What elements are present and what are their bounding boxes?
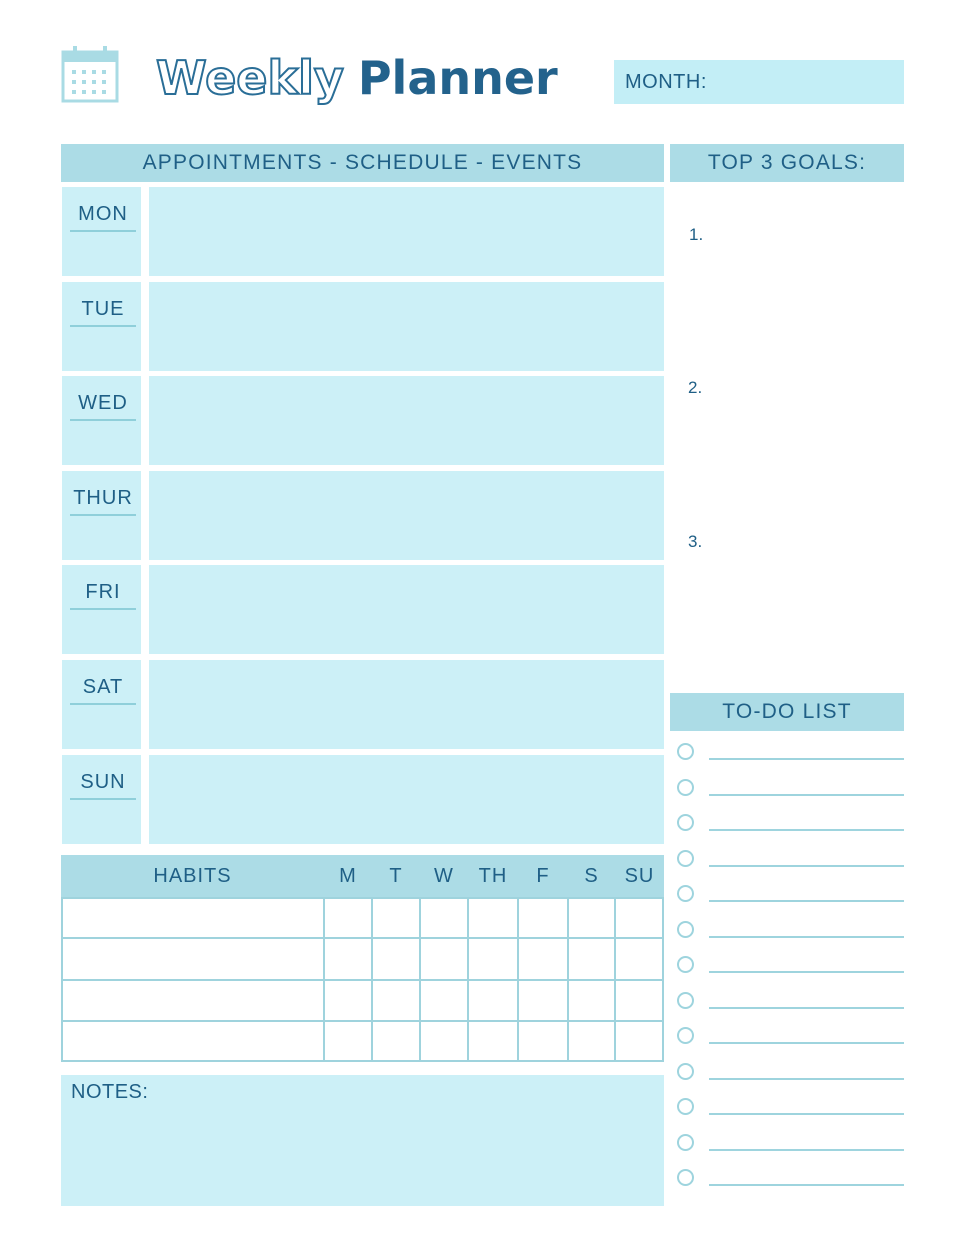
habit-check-cell[interactable] bbox=[469, 939, 517, 978]
todo-line[interactable] bbox=[709, 1184, 904, 1186]
habit-check-cell[interactable] bbox=[421, 939, 467, 978]
todo-heading-text: TO-DO LIST bbox=[722, 700, 852, 723]
habit-check-cell[interactable] bbox=[469, 898, 517, 937]
todo-line[interactable] bbox=[709, 1007, 904, 1009]
day-entry-wed[interactable] bbox=[149, 376, 664, 465]
habit-check-cell[interactable] bbox=[569, 898, 614, 937]
todo-line[interactable] bbox=[709, 1042, 904, 1044]
habit-check-cell[interactable] bbox=[569, 939, 614, 978]
todo-checkbox[interactable] bbox=[677, 1027, 694, 1044]
todo-line[interactable] bbox=[709, 936, 904, 938]
month-field[interactable] bbox=[614, 60, 904, 104]
goal-3-field[interactable] bbox=[710, 508, 900, 658]
day-entry-mon[interactable] bbox=[149, 187, 664, 276]
goals-heading-text: TOP 3 GOALS: bbox=[707, 151, 867, 174]
notes-label: NOTES: bbox=[71, 1081, 149, 1103]
day-label-cell-mon bbox=[62, 187, 141, 276]
habit-check-cell[interactable] bbox=[469, 981, 517, 1020]
day-label-mon: MON bbox=[70, 203, 136, 232]
habit-day-s: S bbox=[584, 864, 599, 887]
day-label-sun: SUN bbox=[70, 771, 136, 800]
day-label-wed: WED bbox=[70, 392, 136, 421]
todo-checkbox[interactable] bbox=[677, 956, 694, 973]
todo-checkbox[interactable] bbox=[677, 992, 694, 1009]
todo-checkbox[interactable] bbox=[677, 1169, 694, 1186]
todo-line[interactable] bbox=[709, 1149, 904, 1151]
habit-check-cell[interactable] bbox=[421, 898, 467, 937]
todo-line[interactable] bbox=[709, 1078, 904, 1080]
todo-heading bbox=[670, 693, 904, 731]
todo-checkbox[interactable] bbox=[677, 921, 694, 938]
todo-checkbox[interactable] bbox=[677, 1098, 694, 1115]
habit-check-cell[interactable] bbox=[519, 1022, 567, 1061]
habit-check-cell[interactable] bbox=[616, 898, 663, 937]
day-label-tue: TUE bbox=[70, 298, 136, 327]
schedule-heading bbox=[61, 144, 664, 182]
todo-checkbox[interactable] bbox=[677, 814, 694, 831]
habit-check-cell[interactable] bbox=[325, 898, 371, 937]
goals-heading bbox=[670, 144, 904, 182]
notes-area[interactable] bbox=[61, 1075, 664, 1206]
habit-day-su: SU bbox=[624, 864, 655, 887]
goal-2-field[interactable] bbox=[710, 355, 900, 505]
day-entry-tue[interactable] bbox=[149, 282, 664, 371]
goal-1-number: 1. bbox=[689, 225, 704, 244]
page-title bbox=[156, 48, 558, 108]
todo-checkbox[interactable] bbox=[677, 850, 694, 867]
habit-day-th: TH bbox=[478, 864, 508, 887]
todo-line[interactable] bbox=[709, 900, 904, 902]
habit-check-cell[interactable] bbox=[569, 1022, 614, 1061]
title-planner: Planner bbox=[357, 51, 558, 105]
day-label-cell-sun bbox=[62, 755, 141, 844]
habit-check-cell[interactable] bbox=[616, 939, 663, 978]
habit-name-field[interactable] bbox=[63, 939, 323, 978]
todo-checkbox[interactable] bbox=[677, 1063, 694, 1080]
todo-line[interactable] bbox=[709, 794, 904, 796]
day-label-thur: THUR bbox=[70, 487, 136, 516]
todo-checkbox[interactable] bbox=[677, 885, 694, 902]
habit-check-cell[interactable] bbox=[373, 1022, 419, 1061]
day-label-sat: SAT bbox=[70, 676, 136, 705]
habit-check-cell[interactable] bbox=[519, 939, 567, 978]
title-weekly: Weekly bbox=[156, 51, 344, 105]
habit-name-field[interactable] bbox=[63, 1022, 323, 1061]
calendar-icon bbox=[60, 44, 120, 104]
goal-3-number: 3. bbox=[688, 532, 703, 551]
todo-line[interactable] bbox=[709, 1113, 904, 1115]
habit-check-cell[interactable] bbox=[325, 939, 371, 978]
todo-line[interactable] bbox=[709, 758, 904, 760]
habit-check-cell[interactable] bbox=[325, 981, 371, 1020]
habit-check-cell[interactable] bbox=[421, 981, 467, 1020]
habit-check-cell[interactable] bbox=[519, 981, 567, 1020]
habit-day-f: F bbox=[536, 864, 550, 887]
day-entry-fri[interactable] bbox=[149, 565, 664, 654]
day-entry-thur[interactable] bbox=[149, 471, 664, 560]
habit-check-cell[interactable] bbox=[569, 981, 614, 1020]
habit-check-cell[interactable] bbox=[519, 898, 567, 937]
habit-check-cell[interactable] bbox=[373, 939, 419, 978]
habit-check-cell[interactable] bbox=[325, 1022, 371, 1061]
habit-day-t: T bbox=[389, 864, 403, 887]
habits-heading: HABITS bbox=[153, 864, 232, 887]
habit-check-cell[interactable] bbox=[421, 1022, 467, 1061]
habit-check-cell[interactable] bbox=[373, 981, 419, 1020]
day-label-cell-sat bbox=[62, 660, 141, 749]
habit-name-field[interactable] bbox=[63, 981, 323, 1020]
habit-check-cell[interactable] bbox=[616, 981, 663, 1020]
habit-check-cell[interactable] bbox=[469, 1022, 517, 1061]
habit-day-w: W bbox=[434, 864, 454, 887]
habit-name-field[interactable] bbox=[63, 898, 323, 937]
todo-line[interactable] bbox=[709, 829, 904, 831]
habit-day-m: M bbox=[339, 864, 357, 887]
todo-line[interactable] bbox=[709, 865, 904, 867]
day-label-fri: FRI bbox=[70, 581, 136, 610]
goal-1-field[interactable] bbox=[710, 200, 900, 350]
habit-check-cell[interactable] bbox=[616, 1022, 663, 1061]
day-label-cell-tue bbox=[62, 282, 141, 371]
day-label-cell-fri bbox=[62, 565, 141, 654]
todo-line[interactable] bbox=[709, 971, 904, 973]
day-entry-sun[interactable] bbox=[149, 755, 664, 844]
goal-2-number: 2. bbox=[688, 378, 703, 397]
day-entry-sat[interactable] bbox=[149, 660, 664, 749]
schedule-heading-text: APPOINTMENTS - SCHEDULE - EVENTS bbox=[142, 151, 583, 174]
todo-checkbox[interactable] bbox=[677, 779, 694, 796]
habit-check-cell[interactable] bbox=[373, 898, 419, 937]
month-label: MONTH: bbox=[625, 70, 707, 93]
todo-checkbox[interactable] bbox=[677, 1134, 694, 1151]
habits-table bbox=[61, 855, 664, 1062]
day-label-cell-thur bbox=[62, 471, 141, 560]
day-label-cell-wed bbox=[62, 376, 141, 465]
todo-checkbox[interactable] bbox=[677, 743, 694, 760]
